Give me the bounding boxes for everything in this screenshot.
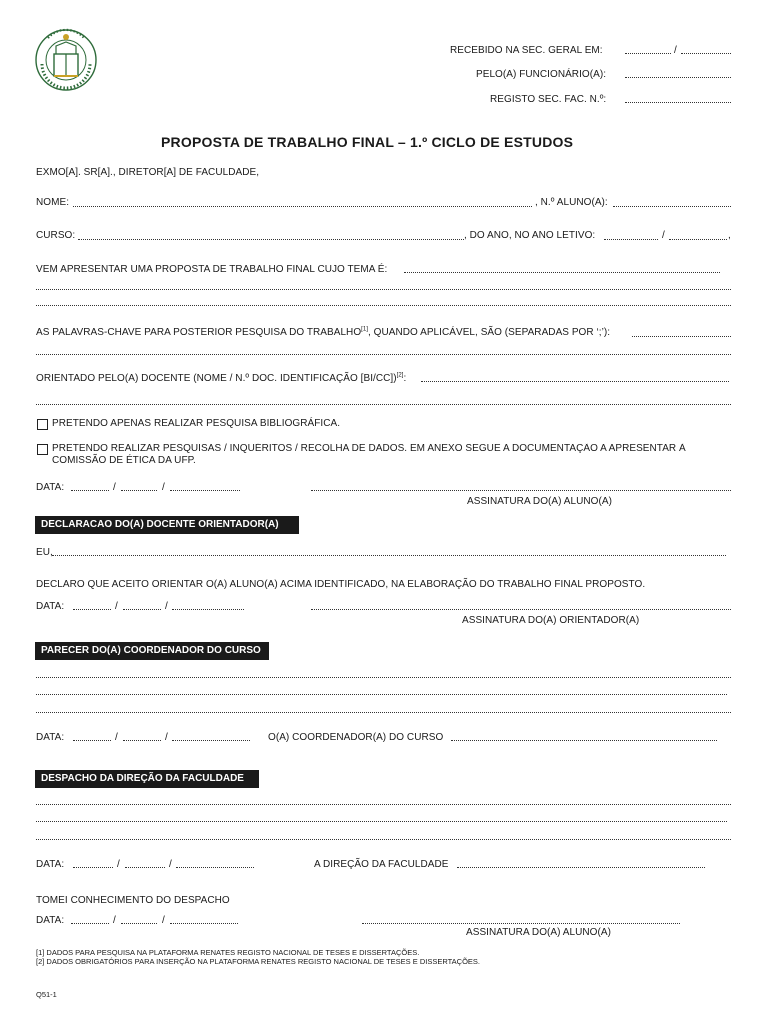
data-aluno-slash-1: / — [113, 482, 116, 493]
data-direcao-day-field[interactable] — [73, 867, 113, 868]
pesquisa-bibliografica-label: PRETENDO APENAS REALIZAR PESQUISA BIBLIOGRÁFICA. — [52, 418, 341, 429]
assinatura-aluno-label: ASSINATURA DO(A) ALUNO(A) — [467, 496, 612, 507]
docente-nome-field[interactable] — [52, 555, 726, 556]
form-code: Q51-1 — [36, 990, 57, 999]
data-label-tomei: DATA: — [36, 915, 65, 926]
data-docente-month-field[interactable] — [123, 609, 161, 610]
funcionario-field[interactable] — [625, 77, 731, 78]
data-tomei-year-field[interactable] — [170, 923, 238, 924]
assinatura-aluno-despacho-label: ASSINATURA DO(A) ALUNO(A) — [466, 927, 611, 938]
funcionario-label: PELO(A) FUNCIONÁRIO(A): — [476, 69, 607, 80]
ano-comma: , — [728, 230, 731, 241]
despacho-field-2[interactable] — [36, 821, 727, 822]
declaro-text: DECLARO QUE ACEITO ORIENTAR O(A) ALUNO(A) ACIMA IDENTIFICADO, NA ELABORAÇÃO DO TRABALHO FINAL PROPOSTO. — [36, 579, 646, 590]
tema-field-3[interactable] — [36, 305, 731, 306]
data-docente-day-field[interactable] — [73, 609, 111, 610]
n-aluno-label: , N.º ALUNO(A): — [535, 197, 608, 208]
direcao-assinatura-field[interactable] — [457, 867, 705, 868]
data-direcao-month-field[interactable] — [125, 867, 165, 868]
data-coordenador-month-field[interactable] — [123, 740, 161, 741]
data-aluno-slash-2: / — [162, 482, 165, 493]
data-aluno-month-field[interactable] — [121, 490, 157, 491]
data-label-coordenador: DATA: — [36, 732, 65, 743]
n-aluno-field[interactable] — [613, 206, 731, 207]
assinatura-aluno-despacho-field[interactable] — [362, 923, 680, 924]
orientador-label: ORIENTADO PELO(A) DOCENTE (NOME / N.º DOC. IDENTIFICAÇÃO [BI/CC])[2]: — [36, 372, 407, 384]
footnote-1: [1] DADOS PARA PESQUISA NA PLATAFORMA RENATES REGISTO NACIONAL DE TESES E DISSERTAÇÕES. — [36, 948, 420, 957]
data-docente-slash-1: / — [115, 601, 118, 612]
curso-field[interactable] — [78, 239, 464, 240]
ano-letivo-end-field[interactable] — [669, 239, 727, 240]
ano-letivo-start-field[interactable] — [604, 239, 658, 240]
recolha-dados-checkbox[interactable] — [37, 444, 48, 455]
tema-field-2[interactable] — [36, 289, 731, 290]
tomei-conhecimento-text: TOMEI CONHECIMENTO DO DESPACHO — [36, 895, 230, 906]
registo-field[interactable] — [625, 102, 731, 103]
pesquisa-bibliografica-checkbox[interactable] — [37, 419, 48, 430]
data-label-direcao: DATA: — [36, 859, 65, 870]
recebido-slash: / — [674, 45, 677, 56]
ano-slash: / — [662, 230, 665, 241]
data-direcao-slash-2: / — [169, 859, 172, 870]
data-direcao-year-field[interactable] — [176, 867, 254, 868]
page-title: PROPOSTA DE TRABALHO FINAL – 1.º CICLO DE ESTUDOS — [161, 134, 574, 150]
data-coordenador-slash-1: / — [115, 732, 118, 743]
data-aluno-year-field[interactable] — [170, 490, 240, 491]
parecer-field-3[interactable] — [36, 712, 731, 713]
orientador-field-1[interactable] — [421, 381, 729, 382]
direcao-label: A DIREÇÃO DA FACULDADE — [314, 859, 449, 870]
coordenador-label: O(A) COORDENADOR(A) DO CURSO — [268, 732, 444, 743]
nome-label: NOME: — [36, 197, 70, 208]
recebido-day-field[interactable] — [625, 53, 671, 54]
tema-label: VEM APRESENTAR UMA PROPOSTA DE TRABALHO FINAL CUJO TEMA É: — [36, 264, 388, 275]
coordenador-assinatura-field[interactable] — [451, 740, 717, 741]
data-coordenador-year-field[interactable] — [172, 740, 250, 741]
palavras-chave-field-1[interactable] — [632, 336, 731, 337]
data-label-docente: DATA: — [36, 601, 65, 612]
despacho-field-1[interactable] — [36, 804, 731, 805]
data-aluno-day-field[interactable] — [71, 490, 109, 491]
eu-label: EU, — [36, 547, 53, 558]
recolha-dados-label-line1: PRETENDO REALIZAR PESQUISAS / INQUÉRITOS / RECOLHA DE DADOS. EM ANEXO SEGUE A DOCUMENTAÇÃO A APRESENTAR À — [52, 443, 686, 454]
coordenador-section-heading: PARECER DO(A) COORDENADOR DO CURSO — [35, 642, 269, 660]
university-logo — [34, 24, 98, 92]
assinatura-orientador-field[interactable] — [311, 609, 731, 610]
curso-label: CURSO: — [36, 230, 76, 241]
docente-section-heading: DECLARACAO DO(A) DOCENTE ORIENTADOR(A) — [35, 516, 299, 534]
despacho-field-3[interactable] — [36, 839, 731, 840]
recebido-month-field[interactable] — [681, 53, 731, 54]
parecer-field-1[interactable] — [36, 677, 731, 678]
orientador-field-2[interactable] — [36, 404, 731, 405]
data-tomei-slash-2: / — [162, 915, 165, 926]
assinatura-orientador-label: ASSINATURA DO(A) ORIENTADOR(A) — [462, 615, 640, 626]
data-label-aluno: DATA: — [36, 482, 65, 493]
palavras-chave-field-2[interactable] — [36, 354, 731, 355]
recolha-dados-label-line2: COMISSÃO DE ÉTICA DA UFP. — [52, 455, 196, 466]
ano-label: , DO ANO, NO ANO LETIVO: — [464, 230, 596, 241]
footnote-2: [2] DADOS OBRIGATÓRIOS PARA INSERÇÃO NA PLATAFORMA RENATES REGISTO NACIONAL DE TESES E DISSERTAÇÕES. — [36, 957, 480, 966]
data-coordenador-day-field[interactable] — [73, 740, 111, 741]
data-coordenador-slash-2: / — [165, 732, 168, 743]
assinatura-aluno-field[interactable] — [311, 490, 731, 491]
data-tomei-day-field[interactable] — [71, 923, 109, 924]
parecer-field-2[interactable] — [36, 694, 727, 695]
palavras-chave-label: AS PALAVRAS-CHAVE PARA POSTERIOR PESQUISA DO TRABALHO[1], QUANDO APLICÁVEL, SÃO (SEPARADAS POR ‘;’): — [36, 326, 611, 338]
nome-field[interactable] — [73, 206, 532, 207]
data-docente-year-field[interactable] — [172, 609, 244, 610]
salutation: EXMO[A]. SR[A]., DIRETOR[A] DE FACULDADE, — [36, 167, 260, 178]
data-direcao-slash-1: / — [117, 859, 120, 870]
recebido-label: RECEBIDO NA SEC. GERAL EM: — [450, 45, 603, 56]
registo-label: REGISTO SEC. FAC. N.º: — [490, 94, 607, 105]
data-docente-slash-2: / — [165, 601, 168, 612]
tema-field-1[interactable] — [404, 272, 720, 273]
data-tomei-slash-1: / — [113, 915, 116, 926]
data-tomei-month-field[interactable] — [121, 923, 157, 924]
direcao-section-heading: DESPACHO DA DIREÇÃO DA FACULDADE — [35, 770, 259, 788]
